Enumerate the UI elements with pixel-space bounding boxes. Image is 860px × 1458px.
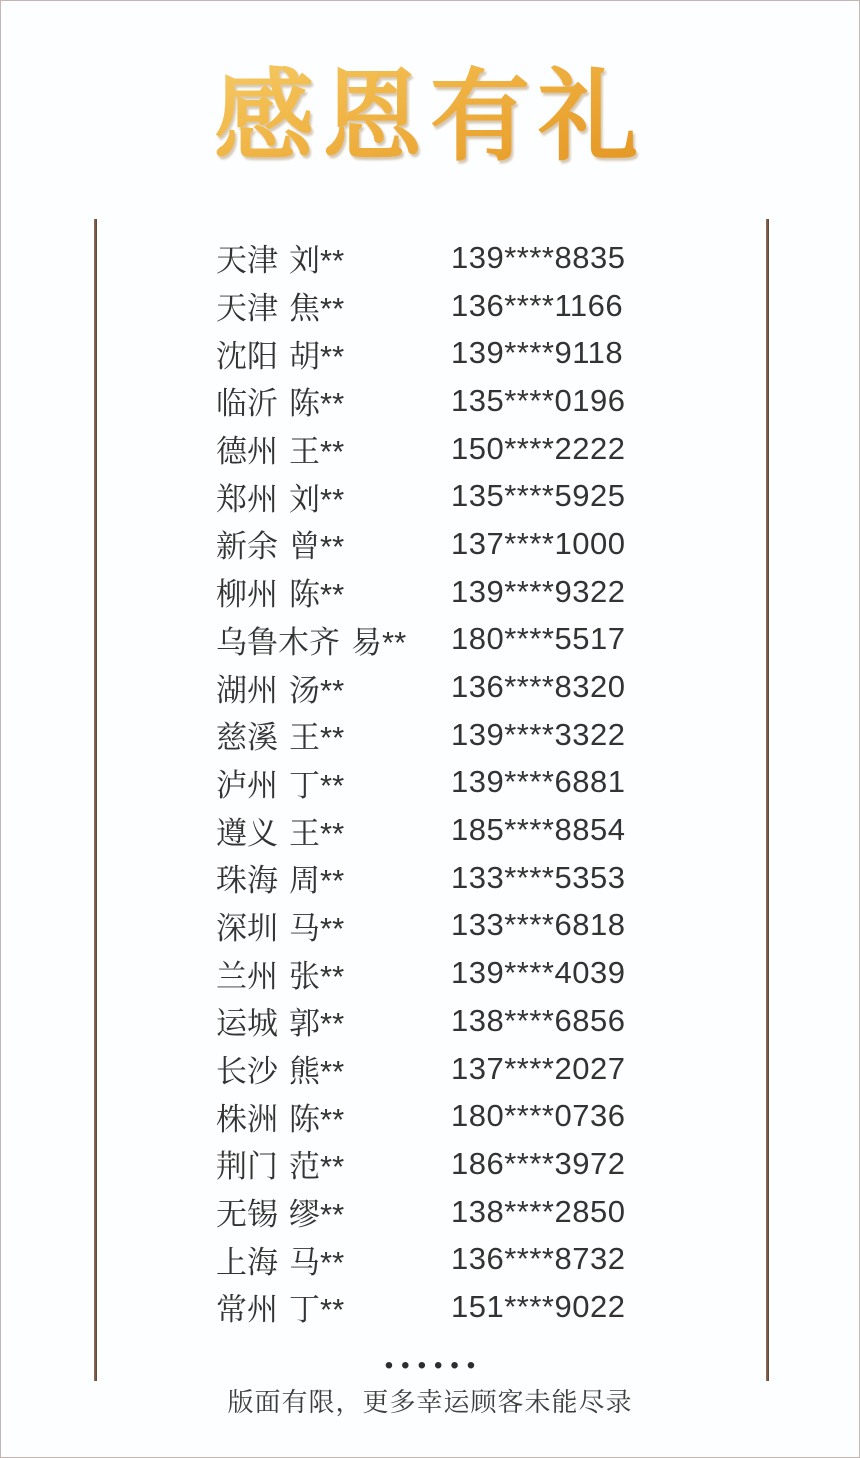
winner-city-name <box>216 617 451 662</box>
winner-phone: 139****9322 <box>451 573 626 609</box>
winner-phone: 138****6856 <box>451 1002 626 1038</box>
winner-city: 天津 <box>216 291 278 327</box>
winner-phone: 186****3972 <box>451 1145 626 1181</box>
winner-phone: 136****8320 <box>451 669 626 705</box>
winner-phone: 139****9118 <box>451 335 624 371</box>
ellipsis-dots: •••••• <box>384 1352 484 1379</box>
winner-row <box>1 282 860 330</box>
winner-phone: 185****8854 <box>451 812 626 848</box>
winner-city: 荆门 <box>216 1149 278 1185</box>
winner-row <box>1 234 860 282</box>
winner-row <box>1 472 860 520</box>
winner-name: 刘** <box>289 481 345 517</box>
winner-row <box>1 1092 860 1140</box>
footer-note: 版面有限，更多幸运顾客未能尽录 <box>227 1387 633 1417</box>
winner-name: 丁** <box>289 1292 345 1328</box>
winner-name: 刘** <box>289 243 345 279</box>
winner-city-name <box>216 712 451 757</box>
winner-city-name <box>216 760 451 805</box>
winner-row <box>1 329 860 377</box>
winner-row <box>1 425 860 473</box>
winner-city: 沈阳 <box>216 338 278 374</box>
winner-city-name <box>216 569 451 614</box>
winner-city-name <box>216 1284 451 1329</box>
winner-name: 曾** <box>289 529 345 565</box>
winner-name: 郭** <box>289 1006 345 1042</box>
winner-phone: 139****3322 <box>451 716 626 752</box>
winner-name: 汤** <box>289 672 345 708</box>
winner-city-name <box>216 235 451 280</box>
winner-city: 深圳 <box>216 910 278 946</box>
winner-row <box>1 1045 860 1093</box>
winner-phone: 139****6881 <box>451 764 626 800</box>
winner-phone: 133****6818 <box>451 907 626 943</box>
winner-name: 熊** <box>289 1054 345 1090</box>
winner-city-name <box>216 1237 451 1282</box>
winner-name: 陈** <box>289 386 345 422</box>
winner-city: 株洲 <box>216 1101 278 1137</box>
winner-city-name <box>216 1141 451 1186</box>
winner-row <box>1 1140 860 1188</box>
winner-city: 柳州 <box>216 577 278 613</box>
winner-city-name <box>216 903 451 948</box>
winner-phone: 138****2850 <box>451 1193 626 1229</box>
winner-row <box>1 568 860 616</box>
winner-city: 新余 <box>216 529 278 565</box>
winner-phone: 137****2027 <box>451 1050 626 1086</box>
winner-phone: 139****4039 <box>451 955 626 991</box>
winner-city-name <box>216 426 451 471</box>
winner-phone: 139****8835 <box>451 239 626 275</box>
winner-name: 王** <box>289 434 345 470</box>
winner-city-name <box>216 1046 451 1091</box>
winner-name: 缪** <box>289 1197 345 1233</box>
winner-row <box>1 1235 860 1283</box>
winner-city: 常州 <box>216 1292 278 1328</box>
winner-city: 湖州 <box>216 672 278 708</box>
winner-city: 天津 <box>216 243 278 279</box>
winner-row <box>1 806 860 854</box>
winner-row <box>1 520 860 568</box>
winner-city: 长沙 <box>216 1054 278 1090</box>
winner-name: 焦** <box>289 291 345 327</box>
winner-row <box>1 663 860 711</box>
winner-name: 陈** <box>289 1101 345 1137</box>
winner-city-name <box>216 331 451 376</box>
winner-city-name <box>216 474 451 519</box>
winner-name: 胡** <box>289 338 345 374</box>
winner-city: 郑州 <box>216 481 278 517</box>
winner-city-name <box>216 521 451 566</box>
winner-name: 丁** <box>289 767 345 803</box>
winner-city: 乌鲁木齐 <box>216 624 340 660</box>
winner-row <box>1 1188 860 1236</box>
winner-row <box>1 759 860 807</box>
winner-row <box>1 949 860 997</box>
winner-name: 王** <box>289 720 345 756</box>
winner-row <box>1 1283 860 1331</box>
winner-city-name <box>216 378 451 423</box>
winner-row <box>1 854 860 902</box>
winner-city: 泸州 <box>216 767 278 803</box>
winners-list <box>1 234 860 1331</box>
winner-name: 张** <box>289 958 345 994</box>
page-title: 感恩有礼 <box>1 57 859 175</box>
winner-name: 马** <box>289 1244 345 1280</box>
winner-name: 易** <box>351 624 407 660</box>
winner-city-name <box>216 283 451 328</box>
winner-city-name <box>216 951 451 996</box>
winner-row <box>1 711 860 759</box>
winner-city: 无锡 <box>216 1197 278 1233</box>
winner-city-name <box>216 1189 451 1234</box>
winner-row <box>1 902 860 950</box>
winner-name: 范** <box>289 1149 345 1185</box>
winner-name: 陈** <box>289 577 345 613</box>
winner-city-name <box>216 1094 451 1139</box>
winner-name: 周** <box>289 863 345 899</box>
winner-phone: 136****1166 <box>451 287 624 323</box>
winner-name: 马** <box>289 910 345 946</box>
winner-phone: 150****2222 <box>451 430 626 466</box>
winner-phone: 180****0736 <box>451 1098 626 1134</box>
winner-city: 珠海 <box>216 863 278 899</box>
winner-city: 德州 <box>216 434 278 470</box>
winner-phone: 136****8732 <box>451 1241 626 1277</box>
winner-phone: 135****0196 <box>451 382 626 418</box>
winner-phone: 137****1000 <box>451 525 626 561</box>
winner-city-name <box>216 998 451 1043</box>
winner-row <box>1 616 860 664</box>
winner-city-name <box>216 665 451 710</box>
winner-city: 兰州 <box>216 958 278 994</box>
winner-city-name <box>216 808 451 853</box>
winner-city: 临沂 <box>216 386 278 422</box>
winner-phone: 135****5925 <box>451 478 626 514</box>
winner-city: 上海 <box>216 1244 278 1280</box>
winner-city: 运城 <box>216 1006 278 1042</box>
winner-city-name <box>216 855 451 900</box>
winner-phone: 133****5353 <box>451 859 626 895</box>
winner-city: 慈溪 <box>216 720 278 756</box>
winner-row <box>1 377 860 425</box>
winner-phone: 180****5517 <box>451 621 626 657</box>
winner-name: 王** <box>289 815 345 851</box>
winner-city: 遵义 <box>216 815 278 851</box>
winner-row <box>1 997 860 1045</box>
winner-phone: 151****9022 <box>451 1288 626 1324</box>
